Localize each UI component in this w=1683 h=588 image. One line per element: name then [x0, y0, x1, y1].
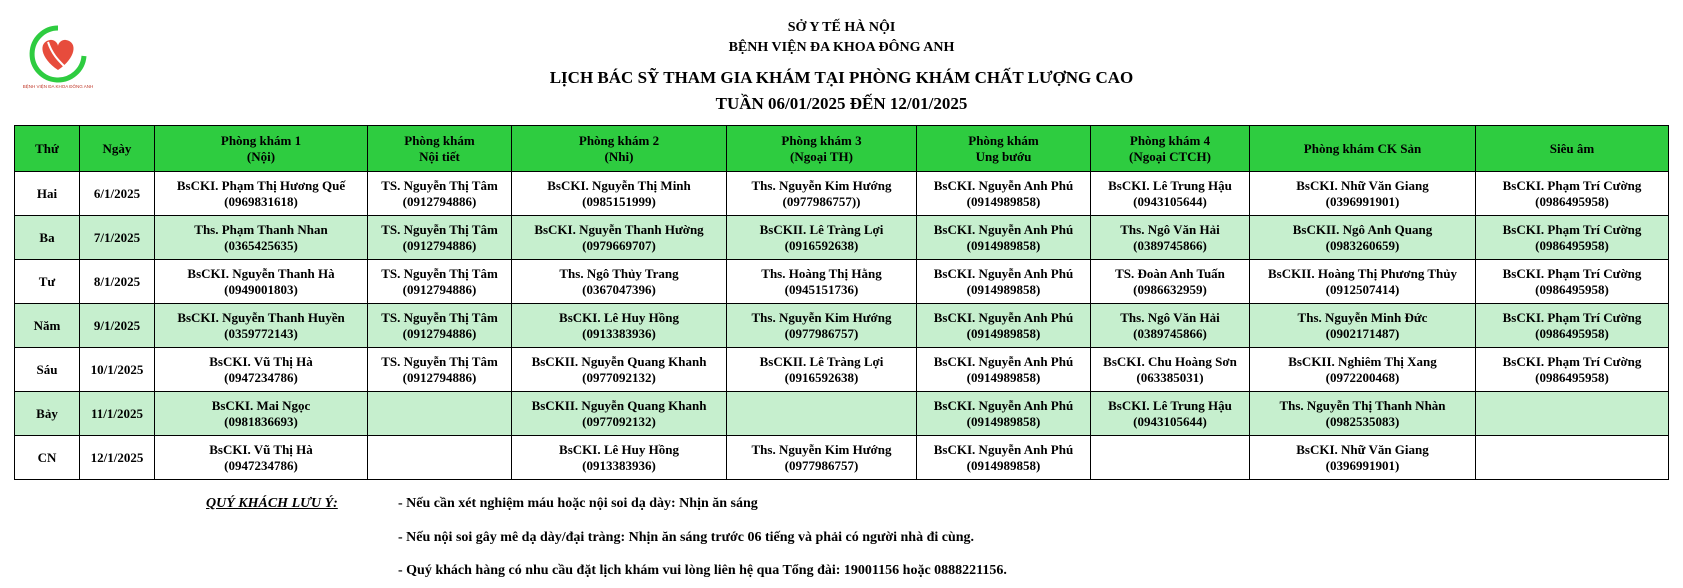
column-header-text: Ngày	[102, 140, 132, 156]
date-cell: 10/1/2025	[80, 348, 155, 392]
column-header-text: Phòng khám 3	[781, 132, 862, 148]
doctor-cell	[512, 172, 727, 216]
doctor-cell	[155, 172, 368, 216]
doctor-cell	[512, 216, 727, 260]
doctor-phone: (063385031)	[1136, 369, 1204, 385]
doctor-cell	[1091, 304, 1250, 348]
schedule-table	[14, 125, 1669, 480]
date-cell: 7/1/2025	[80, 216, 155, 260]
doctor-cell	[1091, 216, 1250, 260]
doctor-name: BsCKI. Nhữ Văn Giang	[1296, 441, 1429, 457]
doctor-name: BsCKI. Nguyễn Anh Phú	[933, 441, 1074, 457]
doctor-cell	[155, 348, 368, 392]
doctor-phone: (0389745866)	[1133, 325, 1207, 341]
doctor-name: TS. Nguyễn Thị Tâm	[381, 309, 498, 325]
doctor-name: Ths. Ngô Văn Hải	[1120, 221, 1220, 237]
doctor-name: BsCKII. Nguyễn Quang Khanh	[531, 353, 707, 369]
doctor-phone: (0914989858)	[966, 325, 1041, 341]
table-header-row	[15, 126, 1669, 172]
doctor-phone: (0914989858)	[966, 369, 1041, 385]
doctor-phone: (0912794886)	[402, 193, 477, 209]
doctor-phone: (0912507414)	[1325, 281, 1400, 297]
doctor-name: BsCKII. Lê Tràng Lợi	[759, 353, 884, 369]
doctor-cell	[1476, 392, 1669, 436]
doctor-phone: (0947234786)	[224, 369, 298, 385]
doctor-name: Ths. Nguyễn Kim Hướng	[751, 309, 892, 325]
doctor-phone: (0914989858)	[966, 281, 1041, 297]
doctor-phone: (0943105644)	[1133, 413, 1207, 429]
doctor-name: BsCKI. Nguyễn Anh Phú	[933, 221, 1074, 237]
doctor-cell	[727, 260, 917, 304]
table-row	[15, 304, 1669, 348]
doctor-name: BsCKI. Nguyễn Thanh Hường	[534, 221, 704, 237]
doctor-cell	[368, 392, 512, 436]
doctor-cell	[368, 304, 512, 348]
doctor-cell	[1476, 260, 1669, 304]
doctor-cell	[1091, 348, 1250, 392]
doctor-phone: (0913383936)	[582, 325, 656, 341]
date-cell: 9/1/2025	[80, 304, 155, 348]
doctor-cell	[1250, 260, 1476, 304]
doctor-cell	[368, 172, 512, 216]
doctor-name: BsCKI. Vũ Thị Hà	[209, 441, 313, 457]
doctor-name: TS. Nguyễn Thị Tâm	[381, 353, 498, 369]
column-header	[80, 126, 155, 172]
doctor-name: BsCKI. Phạm Trí Cường	[1502, 309, 1642, 325]
doctor-cell	[512, 436, 727, 480]
doctor-name: BsCKI. Nguyễn Anh Phú	[933, 265, 1074, 281]
day-cell: Năm	[15, 304, 80, 348]
doctor-phone: (0912794886)	[402, 369, 477, 385]
doctor-phone: (0914989858)	[966, 413, 1041, 429]
doctor-phone: (0949001803)	[224, 281, 298, 297]
column-header-text: Phòng khám	[968, 132, 1039, 148]
doctor-cell	[1476, 216, 1669, 260]
doctor-cell	[727, 172, 917, 216]
doctor-cell	[155, 436, 368, 480]
doctor-cell	[1476, 172, 1669, 216]
doctor-cell	[368, 348, 512, 392]
day-cell: Hai	[15, 172, 80, 216]
doctor-phone: (0912794886)	[402, 281, 477, 297]
column-header-text: Phòng khám	[404, 132, 475, 148]
doctor-cell	[727, 348, 917, 392]
note-item: - Nếu cần xét nghiệm máu hoặc nội soi dạ dày: Nhịn ăn sáng	[398, 496, 758, 511]
doctor-name: BsCKI. Nguyễn Thanh Huyền	[177, 309, 345, 325]
doctor-cell	[1476, 348, 1669, 392]
doctor-phone: (0986495958)	[1535, 281, 1609, 297]
doctor-phone: (0977986757))	[782, 193, 861, 209]
doctor-cell	[917, 260, 1091, 304]
table-row	[15, 260, 1669, 304]
table-row	[15, 172, 1669, 216]
doctor-name: Ths. Hoàng Thị Hằng	[761, 265, 882, 281]
doctor-phone: (0977986757)	[784, 457, 859, 473]
day-cell: Sáu	[15, 348, 80, 392]
note-item: - Nếu nội soi gây mê dạ dày/đại tràng: Nhịn ăn sáng trước 06 tiếng và phải có người nhà đi cùng.	[398, 530, 975, 545]
column-header	[1476, 126, 1669, 172]
doctor-phone: (0916592638)	[784, 369, 859, 385]
doctor-name: Ths. Phạm Thanh Nhan	[194, 221, 328, 237]
doctor-name: BsCKI. Mai Ngọc	[211, 397, 311, 413]
doctor-cell	[155, 392, 368, 436]
doctor-phone: (0914989858)	[966, 237, 1041, 253]
doctor-cell	[155, 216, 368, 260]
table-row	[15, 348, 1669, 392]
doctor-name: Ths. Nguyễn Minh Đức	[1297, 309, 1428, 325]
doctor-name: Ths. Nguyễn Kim Hướng	[751, 177, 892, 193]
doctor-name: BsCKI. Vũ Thị Hà	[209, 353, 313, 369]
doctor-phone: (0983260659)	[1325, 237, 1400, 253]
doctor-name: BsCKI. Nguyễn Thanh Hà	[187, 265, 335, 281]
column-header-text: Phòng khám 1	[220, 132, 302, 148]
doctor-cell	[512, 392, 727, 436]
column-header-text: Thứ	[35, 140, 59, 156]
column-header	[917, 126, 1091, 172]
doctor-phone: (0979669707)	[582, 237, 656, 253]
doctor-phone: (0986495958)	[1535, 325, 1609, 341]
doctor-phone: (0359772143)	[224, 325, 298, 341]
column-header-text: Ung bướu	[975, 148, 1032, 164]
doctor-cell	[727, 392, 917, 436]
column-header-text: Phòng khám CK Sản	[1303, 140, 1422, 156]
column-header	[512, 126, 727, 172]
column-header	[15, 126, 80, 172]
column-header-text: Phòng khám 2	[578, 132, 660, 148]
doctor-phone: (0945151736)	[784, 281, 859, 297]
doctor-phone: (0977986757)	[784, 325, 859, 341]
doctor-phone: (0396991901)	[1325, 193, 1400, 209]
doctor-name: Ths. Nguyễn Thị Thanh Nhàn	[1279, 397, 1446, 413]
doctor-name: BsCKII. Ngô Anh Quang	[1292, 221, 1433, 237]
doctor-cell	[917, 436, 1091, 480]
doctor-name: BsCKI. Lê Trung Hậu	[1108, 397, 1232, 413]
doctor-cell	[917, 216, 1091, 260]
date-cell: 11/1/2025	[80, 392, 155, 436]
doctor-cell	[368, 216, 512, 260]
note-item: - Quý khách hàng có nhu cầu đặt lịch khám vui lòng liên hệ qua Tổng đài: 19001156 hoặc 0888221156.	[398, 563, 1007, 578]
column-header	[1250, 126, 1476, 172]
doctor-phone: (0902171487)	[1325, 325, 1400, 341]
doctor-cell	[1250, 172, 1476, 216]
doctor-cell	[727, 436, 917, 480]
doctor-phone: (0977092132)	[582, 369, 656, 385]
doctor-phone: (0981836693)	[224, 413, 298, 429]
date-cell: 8/1/2025	[80, 260, 155, 304]
doctor-phone: (0977092132)	[582, 413, 656, 429]
doctor-cell	[727, 304, 917, 348]
doctor-name: BsCKI. Lê Huy Hồng	[559, 441, 679, 457]
doctor-cell	[1091, 436, 1250, 480]
doctor-name: BsCKI. Nguyễn Anh Phú	[933, 397, 1074, 413]
doctor-name: BsCKI. Lê Trung Hậu	[1108, 177, 1232, 193]
hospital-name: BỆNH VIỆN ĐA KHOA ĐÔNG ANH	[728, 40, 955, 55]
doctor-cell	[1476, 436, 1669, 480]
doctor-phone: (0913383936)	[582, 457, 656, 473]
doctor-phone: (0914989858)	[966, 193, 1041, 209]
column-header	[368, 126, 512, 172]
table-row	[15, 216, 1669, 260]
doctor-cell	[1476, 304, 1669, 348]
doctor-phone: (0367047396)	[582, 281, 656, 297]
doctor-name: TS. Nguyễn Thị Tâm	[381, 265, 498, 281]
day-cell: Tư	[15, 260, 80, 304]
doctor-phone: (0986632959)	[1133, 281, 1207, 297]
doctor-phone: (0986495958)	[1535, 369, 1609, 385]
doctor-cell	[1091, 260, 1250, 304]
department-name: SỞ Y TẾ HÀ NỘI	[787, 20, 896, 35]
column-header-text: (Ngoại TH)	[790, 148, 853, 164]
day-cell: CN	[15, 436, 80, 480]
doctor-phone: (0986495958)	[1535, 237, 1609, 253]
date-cell: 6/1/2025	[80, 172, 155, 216]
doctor-phone: (0396991901)	[1325, 457, 1400, 473]
notes-title: QUÝ KHÁCH LƯU Ý:	[206, 496, 338, 511]
doctor-phone: (0986495958)	[1535, 193, 1609, 209]
doctor-name: TS. Nguyễn Thị Tâm	[381, 221, 498, 237]
doctor-cell	[917, 348, 1091, 392]
column-header-text: (Nội)	[246, 148, 276, 164]
doctor-phone: (0389745866)	[1133, 237, 1207, 253]
day-cell: Bảy	[15, 392, 80, 436]
doctor-cell	[917, 304, 1091, 348]
doctor-cell	[368, 436, 512, 480]
doctor-name: BsCKI. Phạm Trí Cường	[1502, 221, 1642, 237]
doctor-phone: (0985151999)	[582, 193, 656, 209]
doctor-cell	[1250, 304, 1476, 348]
doctor-name: BsCKI. Phạm Thị Hương Quế	[176, 177, 346, 193]
doctor-phone: (0972200468)	[1325, 369, 1400, 385]
doctor-cell	[1250, 392, 1476, 436]
doctor-name: BsCKI. Nguyễn Thị Minh	[547, 177, 691, 193]
doctor-cell	[512, 304, 727, 348]
doctor-name: BsCKII. Nguyễn Quang Khanh	[531, 397, 707, 413]
doctor-name: TS. Đoàn Anh Tuấn	[1115, 265, 1225, 281]
week-range: TUẦN 06/01/2025 ĐẾN 12/01/2025	[715, 94, 968, 113]
table-row	[15, 436, 1669, 480]
doctor-name: TS. Nguyễn Thị Tâm	[381, 177, 498, 193]
doctor-phone: (0365425635)	[224, 237, 298, 253]
column-header-text: (Ngoại CTCH)	[1129, 148, 1211, 164]
doctor-cell	[1091, 392, 1250, 436]
doctor-name: BsCKI. Phạm Trí Cường	[1502, 265, 1642, 281]
doctor-cell	[512, 260, 727, 304]
doctor-name: BsCKII. Lê Tràng Lợi	[759, 221, 884, 237]
page-title: LỊCH BÁC SỸ THAM GIA KHÁM TẠI PHÒNG KHÁM CHẤT LƯỢNG CAO	[549, 68, 1134, 87]
doctor-cell	[512, 348, 727, 392]
column-header	[1091, 126, 1250, 172]
doctor-name: BsCKI. Nguyễn Anh Phú	[933, 177, 1074, 193]
column-header	[727, 126, 917, 172]
doctor-name: BsCKII. Hoàng Thị Phương Thủy	[1267, 265, 1457, 281]
doctor-cell	[1091, 172, 1250, 216]
doctor-cell	[155, 304, 368, 348]
doctor-phone: (0912794886)	[402, 325, 477, 341]
doctor-name: BsCKI. Chu Hoàng Sơn	[1103, 353, 1237, 369]
doctor-phone: (0914989858)	[966, 457, 1041, 473]
doctor-phone: (0912794886)	[402, 237, 477, 253]
doctor-cell	[1250, 216, 1476, 260]
doctor-phone: (0916592638)	[784, 237, 859, 253]
doctor-name: Ths. Ngô Văn Hải	[1120, 309, 1220, 325]
column-header-text: Nội tiết	[419, 148, 460, 164]
column-header-text: (Nhi)	[604, 148, 634, 164]
logo-tagline: BỆNH VIỆN ĐA KHOA ĐÔNG ANH	[22, 84, 94, 89]
doctor-cell	[1250, 348, 1476, 392]
column-header-text: Phòng khám 4	[1129, 132, 1211, 148]
column-header	[155, 126, 368, 172]
doctor-name: Ths. Nguyễn Kim Hướng	[751, 441, 892, 457]
doctor-cell	[1250, 436, 1476, 480]
doctor-name: BsCKI. Nguyễn Anh Phú	[933, 309, 1074, 325]
doctor-cell	[917, 172, 1091, 216]
doctor-phone: (0969831618)	[224, 193, 298, 209]
doctor-name: BsCKI. Nguyễn Anh Phú	[933, 353, 1074, 369]
doctor-name: BsCKI. Phạm Trí Cường	[1502, 353, 1642, 369]
doctor-cell	[727, 216, 917, 260]
doctor-name: Ths. Ngô Thủy Trang	[559, 265, 679, 281]
doctor-cell	[368, 260, 512, 304]
column-header-text: Siêu âm	[1549, 140, 1595, 156]
doctor-phone: (0947234786)	[224, 457, 298, 473]
date-cell: 12/1/2025	[80, 436, 155, 480]
doctor-name: BsCKI. Phạm Trí Cường	[1502, 177, 1642, 193]
doctor-name: BsCKI. Nhữ Văn Giang	[1296, 177, 1429, 193]
doctor-cell	[155, 260, 368, 304]
table-row	[15, 392, 1669, 436]
doctor-phone: (0943105644)	[1133, 193, 1207, 209]
doctor-phone: (0982535083)	[1325, 413, 1400, 429]
doctor-cell	[917, 392, 1091, 436]
doctor-name: BsCKI. Lê Huy Hồng	[559, 309, 679, 325]
doctor-name: BsCKII. Nghiêm Thị Xang	[1288, 353, 1437, 369]
day-cell: Ba	[15, 216, 80, 260]
